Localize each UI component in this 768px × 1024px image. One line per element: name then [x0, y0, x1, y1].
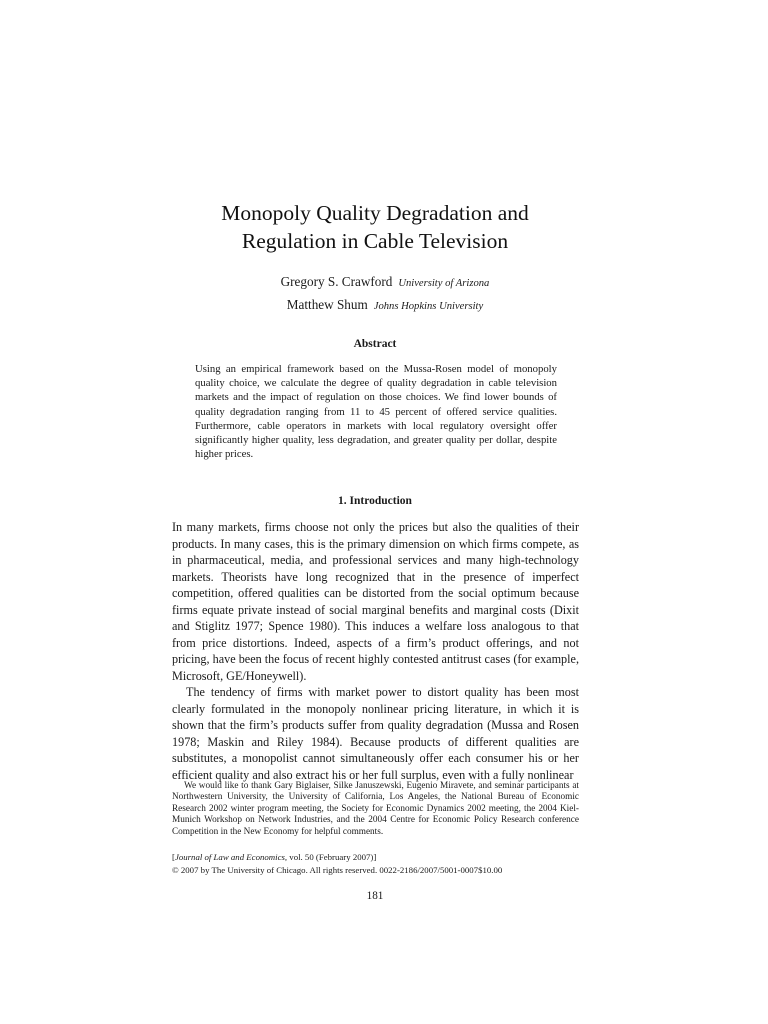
- title-line-2: Regulation in Cable Television: [241, 229, 509, 253]
- paper-title: [150, 199, 600, 255]
- journal-name: Journal of Law and Economics,: [174, 852, 288, 862]
- section-heading: 1. Introduction: [338, 495, 412, 507]
- journal-citation: [172, 851, 579, 864]
- journal-open-bracket: [: [172, 852, 175, 862]
- paragraph: In many markets, firms choose not only the prices but also the qualities of their products. In many cases, this is the primary dimension on which firms compete, as in pharmaceutical, media, and professional services and many high-technology markets. Theorists have long recognized that in the presence of imperfect competition, offered qualities can be distorted from the social optimum because firms equate private instead of social marginal benefits and marginal costs (Dixit and Stiglitz 1977; Spence 1980). This induces a welfare loss analogous to that from price distortions. Indeed, aspects of a firm’s product offerings, and not pricing, have been the focus of recent highly contested antitrust cases (for example, Microsoft, GE/Honeywell).: [172, 520, 579, 683]
- title-line-1: Monopoly Quality Degradation and: [221, 201, 529, 225]
- author-name: Gregory S. Crawford: [280, 274, 393, 289]
- journal-volume: vol. 50 (February 2007)]: [287, 852, 377, 862]
- author-affiliation: University of Arizona: [398, 278, 490, 289]
- author-2: [150, 294, 620, 317]
- body-text: [172, 519, 579, 783]
- footnote: We would like to thank Gary Biglaiser, Silke Januszewski, Eugenio Miravete, and seminar participants at Northwestern University, the University of California, Los Angeles, the National Bureau of Economic Research 2002 winter program meeting, the Society for Economic Dynamics 2002 meeting, the 2004 Kiel-Munich Workshop on Network Industries, and the 2004 Centre for Economic Policy Research conference Competition in the New Economy for helpful comments.: [172, 781, 579, 837]
- abstract-heading: Abstract: [353, 338, 397, 350]
- page-number: 181: [366, 890, 384, 902]
- abstract-text: Using an empirical framework based on the Mussa-Rosen model of monopoly quality choice, we calculate the degree of quality degradation in cable television markets and the impact of regulation on those choices. We find lower bounds of quality degradation ranging from 11 to 45 percent of offered service qualities. Furthermore, cable operators in markets with local regulatory oversight offer significantly higher quality, less degradation, and greater quality per dollar, despite higher prices.: [195, 363, 557, 461]
- paragraph: The tendency of firms with market power to distort quality has been most clearly formulated in the monopoly nonlinear pricing literature, in which it is shown that the firm’s products suffer from quality degradation (Mussa and Rosen 1978; Maskin and Riley 1984). Because products of different qualities are substitutes, a monopolist cannot simultaneously offer each consumer his or her efficient quality and also extract his or her full surplus, even with a fully nonlinear: [172, 685, 579, 782]
- copyright-line: © 2007 by The University of Chicago. All rights reserved. 0022-2186/2007/5001-0007$10.00: [172, 864, 503, 875]
- journal-info: [172, 851, 579, 876]
- author-1: [150, 271, 620, 294]
- author-block: [150, 271, 620, 317]
- author-name: Matthew Shum: [286, 297, 368, 312]
- author-affiliation: Johns Hopkins University: [373, 301, 484, 312]
